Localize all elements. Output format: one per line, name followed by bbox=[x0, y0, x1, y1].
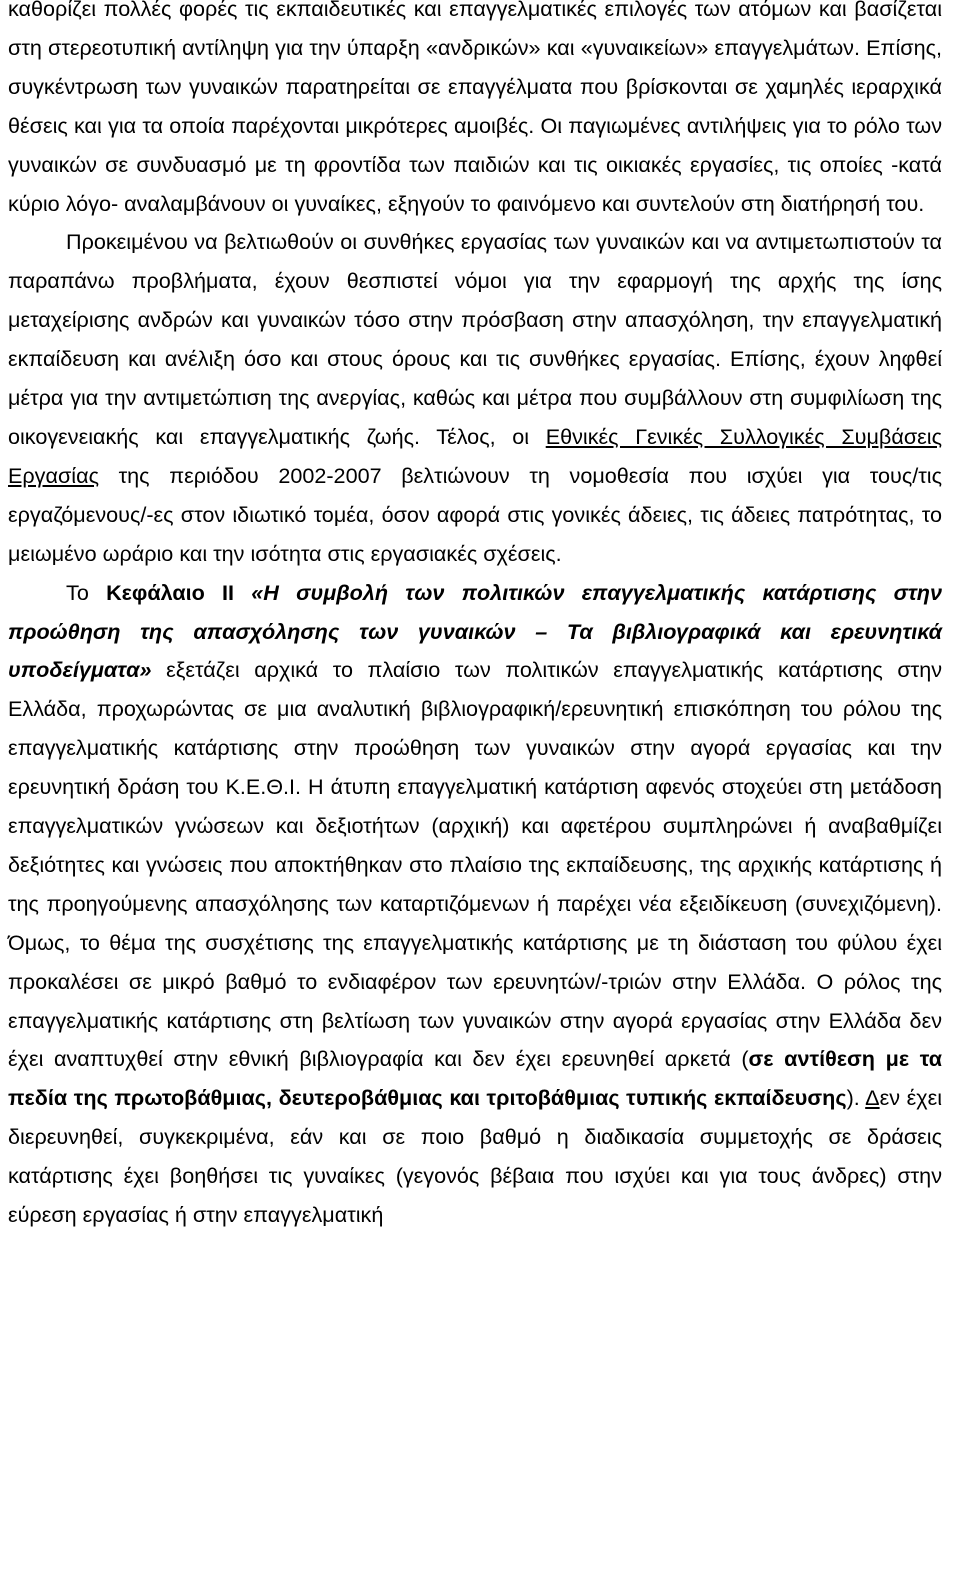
paragraph-text: καθορίζει πολλές φορές τις εκπαιδευτικές και επαγγελματικές επιλογές των ατόμων και βασίζεται στη στερεοτυπική αντίληψη για την ύπαρξη «ανδρικών» και «γυναικείων» επαγγελμάτων. Επίσης, συγκέντρωση των γυναικών παρατηρείται σε επαγγέλματα που βρίσκονται σε χαμηλές ιεραρχικά θέσεις και για τα οποία παρέχονται μικρότερες αμοιβές. Οι παγιωμένες αντιλήψεις για το ρόλο των γυναικών σε συνδυασμό με τη φροντίδα των παιδιών και τις οικιακές εργασίες, τις οποίες -κατά κύριο λόγο- αναλαμβάνουν οι γυναίκες, εξηγούν το φαινόμενο και συντελούν στη διατήρησή του. bbox=[8, 0, 942, 216]
bold-contrast-note: σε αντίθεση με τα πεδία της πρωτοβάθμιας, δευτεροβάθμιας και τριτοβάθμιας τυπικής εκπαίδευσης bbox=[8, 1046, 943, 1111]
paragraph-continuation bbox=[8, 0, 942, 223]
paragraph-text: εξετάζει αρχικά το πλαίσιο των πολιτικών επαγγελματικής κατάρτισης στην Ελλάδα, προχωρώντας σε μια αναλυτική βιβλιογραφική/ερευνητική επισκόπηση του ρόλου της επαγγελματικής κατάρτισης στην προώθηση των γυναικών στην αγορά εργασίας και την ερευνητική δράση του Κ.Ε.Θ.Ι. Η άτυπη επαγγελματική κατάρτιση αφενός στοχεύει στη μετάδοση επαγγελματικών γνώσεων και δεξιοτήτων (αρχική) και αφετέρου συμπληρώνει ή αναβαθμίζει δεξιότητες και γνώσεις που αποκτήθηκαν στο πλαίσιο της εκπαίδευσης, της αρχικής κατάρτισης ή της προηγούμενης απασχόλησης των καταρτιζόμενων ή παρέχει νέα εξειδίκευση (συνεχιζόμενη). Όμως, το θέμα της συσχέτισης της επαγγελματικής κατάρτισης με τη διάσταση του φύλου έχει προκαλέσει σε μικρό βαθμό το ενδιαφέρον των ερευνητών/-τριών στην Ελλάδα. Ο ρόλος της επαγγελματικής κατάρτισης στη βελτίωση των γυναικών στην αγορά εργασίας στην Ελλάδα δεν έχει αναπτυχθεί στην εθνική βιβλιογραφία και δεν έχει ερευνηθεί αρκετά ( bbox=[8, 657, 942, 1072]
paragraph-text: της περιόδου 2002-2007 βελτιώνουν τη νομοθεσία που ισχύει για τους/τις εργαζόμενους/-ες στον ιδιωτικό τομέα, όσον αφορά στις γονικές άδειες, τις άδειες πατρότητας, το μειωμένο ωράριο και την ισότητα στις εργασιακές σχέσεις. bbox=[8, 462, 942, 566]
chapter-reference: Κεφάλαιο ΙΙ bbox=[106, 579, 235, 605]
underlined-letter: Δ bbox=[865, 1085, 880, 1111]
underlined-agreements: Εθνικές Γενικές Συλλογικές Συμβάσεις Εργασίας bbox=[8, 423, 942, 488]
paragraph-text: εν έχει διερευνηθεί, συγκεκριμένα, εάν και σε ποιο βαθμό η διαδικασία συμμετοχής σε δράσεις κατάρτισης έχει βοηθήσει τις γυναίκες (γεγονός βέβαια που ισχύει και για τους άνδρες) στην εύρεση εργασίας ή στην επαγγελματική bbox=[8, 1085, 943, 1228]
paragraph-chapter-two bbox=[8, 574, 942, 1235]
chapter-title: «Η συμβολή των πολιτικών επαγγελματικής κατάρτισης στην προώθηση της απασχόλησης των γυναικών – Τα βιβλιογραφικά και ερευνητικά υποδείγματα» bbox=[8, 579, 943, 683]
paragraph-text: ). bbox=[846, 1085, 866, 1111]
document-page bbox=[8, 0, 942, 1235]
paragraph-text: Το bbox=[66, 579, 107, 605]
paragraph-text: Προκειμένου να βελτιωθούν οι συνθήκες εργασίας των γυναικών και να αντιμετωπιστούν τα παραπάνω προβλήματα, έχουν θεσπιστεί νόμοι για την εφαρμογή της αρχής της ίσης μεταχείρισης ανδρών και γυναικών τόσο στην πρόσβαση στην απασχόληση, την επαγγελματική εκπαίδευση και ανέλιξη όσο και στους όρους και τις συνθήκες εργασίας. Επίσης, έχουν ληφθεί μέτρα για την αντιμετώπιση της ανεργίας, καθώς και μέτρα που συμβάλλουν στη συμφιλίωση της οικογενειακής και επαγγελματικής ζωής. Τέλος, οι bbox=[8, 229, 942, 449]
paragraph-legislation bbox=[8, 223, 942, 573]
